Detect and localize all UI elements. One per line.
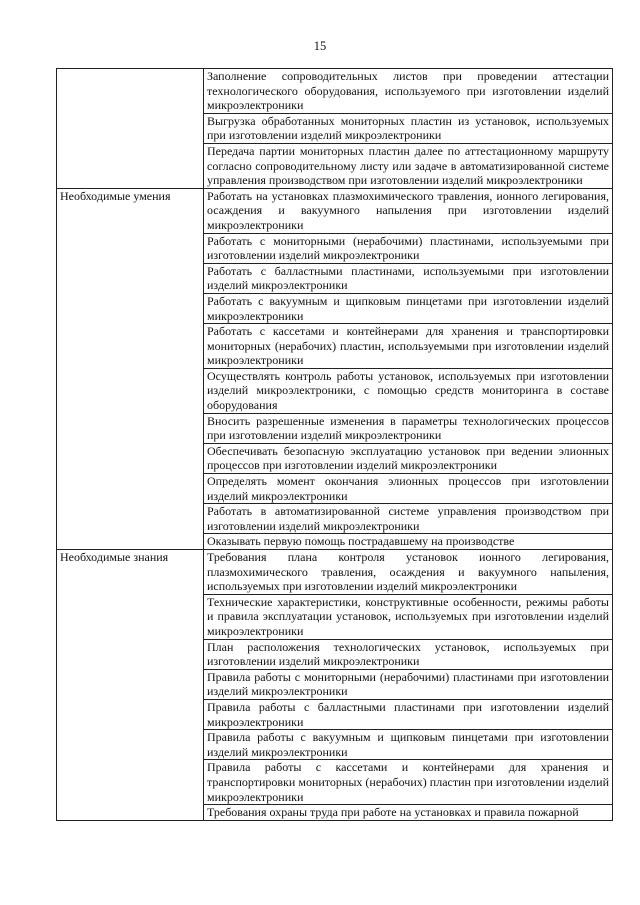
table-row: [57, 443, 613, 473]
row-label-cell: [57, 69, 204, 114]
table-cell: Правила работы с балластными пластинами при изготовлении изделий микроэлектроники: [204, 699, 613, 729]
table-row: [57, 504, 613, 534]
table-cell: Технические характеристики, конструктивные особенности, режимы работы и правила эксплуатации установок, используемых при изготовлении изделий микроэлектроники: [204, 594, 613, 639]
table-cell: Работать с кассетами и контейнерами для хранения и транспортировки мониторных (нерабочих) пластин, используемыми при изготовлении изделий микроэлектроники: [204, 324, 613, 369]
table-row: [57, 594, 613, 639]
table-row: [57, 143, 613, 188]
table-row: [57, 669, 613, 699]
table-row: [57, 474, 613, 504]
section-label-knowledge: Необходимые знания: [57, 550, 204, 595]
table-cell: Требования охраны труда при работе на установках и правила пожарной: [204, 805, 613, 821]
table-row: [57, 639, 613, 669]
table-cell: Обеспечивать безопасную эксплуатацию установок при ведении элионных процессов при изготовлении изделий микроэлектроники: [204, 443, 613, 473]
table-row: [57, 699, 613, 729]
table-cell: Заполнение сопроводительных листов при проведении аттестации технологического оборудования, используемого при изготовлении изделий микроэлектроники: [204, 69, 613, 114]
table-row: [57, 324, 613, 369]
requirements-table: [56, 68, 613, 821]
table-cell: План расположения технологических установок, используемых при изготовлении изделий микроэлектроники: [204, 639, 613, 669]
table-row: [57, 805, 613, 821]
table-cell: Определять момент окончания элионных процессов при изготовлении изделий микроэлектроники: [204, 474, 613, 504]
table-row: [57, 188, 613, 233]
table-cell: Вносить разрешенные изменения в параметры технологических процессов при изготовлении изделий микроэлектроники: [204, 413, 613, 443]
table-row: [57, 760, 613, 805]
table-cell: Работать с вакуумным и щипковым пинцетами при изготовлении изделий микроэлектроники: [204, 293, 613, 323]
table-cell: Работать с балластными пластинами, используемыми при изготовлении изделий микроэлектроники: [204, 263, 613, 293]
table-cell: Правила работы с вакуумным и щипковым пинцетами при изготовлении изделий микроэлектроники: [204, 730, 613, 760]
table-row: [57, 730, 613, 760]
table-row: [57, 534, 613, 550]
table-cell: Работать в автоматизированной системе управления производством при изготовлении изделий микроэлектроники: [204, 504, 613, 534]
table-cell: Работать с мониторными (нерабочими) пластинами, используемыми при изготовлении изделий микроэлектроники: [204, 233, 613, 263]
table-row: [57, 233, 613, 263]
page-number: 15: [313, 39, 327, 53]
table-row: [57, 368, 613, 413]
table-row: [57, 113, 613, 143]
table-row: [57, 413, 613, 443]
table-cell: Работать на установках плазмохимического травления, ионного легирования, осаждения и вакуумного напыления при изготовлении изделий микроэлектроники: [204, 188, 613, 233]
table-row: [57, 293, 613, 323]
table-cell: Требования плана контроля установок ионного легирования, плазмохимического травления, осаждения и вакуумного напыления, используемых при изготовлении изделий микроэлектроники: [204, 550, 613, 595]
table-cell: Выгрузка обработанных мониторных пластин из установок, используемых при изготовлении изделий микроэлектроники: [204, 113, 613, 143]
table-row: [57, 263, 613, 293]
table-cell: Правила работы с кассетами и контейнерами для хранения и транспортировки мониторных (нерабочих) пластин при изготовлении изделий микроэлектроники: [204, 760, 613, 805]
table-cell: Передача партии мониторных пластин далее по аттестационному маршруту согласно сопроводительному листу или задаче в автоматизированной системе управления производством при изготовлении изделий микроэлектроники: [204, 143, 613, 188]
table-row: [57, 69, 613, 114]
table-cell: Осуществлять контроль работы установок, используемых при изготовлении изделий микроэлектроники, с помощью средств мониторинга в составе оборудования: [204, 368, 613, 413]
table-cell: Правила работы с мониторными (нерабочими) пластинами при изготовлении изделий микроэлектроники: [204, 669, 613, 699]
section-label-skills: Необходимые умения: [57, 188, 204, 233]
table-row: [57, 550, 613, 595]
table-cell: Оказывать первую помощь пострадавшему на производстве: [204, 534, 613, 550]
